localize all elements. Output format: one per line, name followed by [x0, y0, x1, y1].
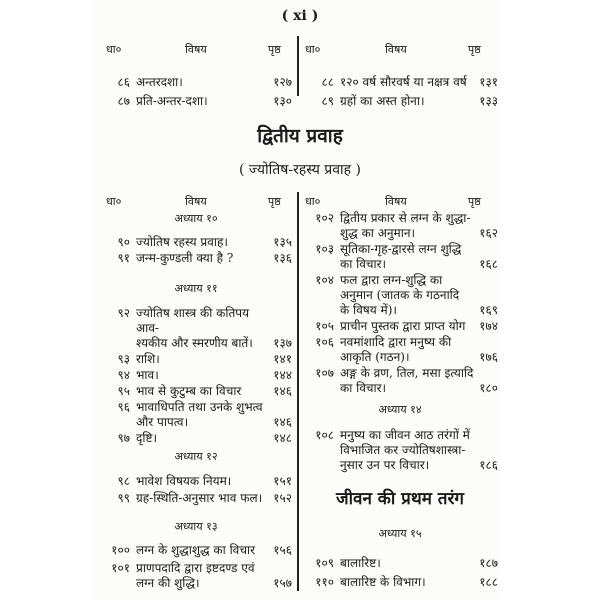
- chapter-heading: अध्याय १०: [174, 212, 218, 225]
- entry-page: १३३: [479, 94, 498, 108]
- toc-entry: [96, 306, 292, 351]
- entry-text-line: लग्न की शुद्धि।: [136, 576, 200, 590]
- entry-text: [136, 306, 268, 351]
- header-subject: विषय: [385, 195, 407, 208]
- toc-entry: [96, 75, 292, 90]
- entry-page: १४६: [273, 384, 292, 398]
- entry-page: १७४: [479, 319, 498, 333]
- entry-number: ९४: [117, 368, 130, 382]
- entry-page: १३१: [479, 75, 498, 89]
- entry-page: १७६: [479, 350, 498, 364]
- entry-text-line: का विचार।: [340, 257, 387, 271]
- entry-text-line: श्यकीय और स्मरणीय बातें।: [136, 336, 253, 350]
- entry-text: [136, 491, 268, 506]
- toc-entry: [300, 273, 498, 318]
- entry-text: [136, 543, 268, 558]
- entry-text: [136, 235, 268, 250]
- entry-number: ९१: [117, 251, 130, 265]
- toc-entry: [96, 561, 292, 591]
- entry-page: १८६: [479, 458, 498, 472]
- entry-number: ९८: [117, 474, 130, 488]
- entry-text-line: विभाजित कर ज्योतिषशास्त्रा-: [340, 443, 466, 457]
- entry-number: ९९: [117, 491, 130, 505]
- entry-page: १६८: [479, 257, 498, 271]
- entry-text: [136, 352, 268, 367]
- toc-entry: [300, 211, 498, 241]
- entry-page: १३७: [273, 336, 292, 350]
- toc-entry: [96, 431, 292, 446]
- entry-text-line: शुद्ध का अनुमान।: [340, 226, 416, 240]
- entry-text: [340, 75, 474, 90]
- entry-page: १२७: [273, 75, 292, 89]
- entry-number: ९७: [117, 431, 130, 445]
- entry-number: १०६: [315, 335, 334, 349]
- header-page: पृष्ठ: [468, 43, 481, 56]
- entry-page: १५७: [273, 576, 292, 590]
- entry-text: [136, 251, 268, 266]
- entry-text-line: बालारिष्ट के विभाग।: [340, 575, 426, 589]
- entry-text: [340, 366, 474, 396]
- entry-text-line: दृष्टि।: [136, 431, 158, 445]
- header-page: पृष्ठ: [468, 195, 481, 208]
- entry-text-line: प्राचीन पुस्तक द्वारा प्राप्त योग: [340, 319, 466, 333]
- entry-page: १६२: [479, 226, 498, 240]
- header-page: पृष्ठ: [268, 43, 281, 56]
- entry-number: ८६: [117, 75, 130, 89]
- toc-entry: [96, 235, 292, 250]
- section-title: द्वितीय प्रवाह: [257, 125, 343, 147]
- entry-page: १३०: [273, 94, 292, 108]
- entry-text-line: मनुष्य का जीवन आठ तरंगों में: [340, 428, 470, 442]
- entry-text-line: भाव से कुटुम्ब का विचार: [136, 384, 242, 398]
- toc-entry: [300, 94, 498, 109]
- entry-number: १०८: [315, 428, 334, 442]
- toc-entry: [96, 384, 292, 399]
- toc-entry: [96, 474, 292, 489]
- entry-number: ९६: [117, 400, 130, 414]
- entry-number: ११०: [315, 575, 334, 589]
- entry-page: १५२: [273, 491, 292, 505]
- toc-entry: [300, 556, 498, 571]
- column-divider: [297, 36, 299, 96]
- entry-text: [136, 368, 268, 383]
- chapter-heading: अध्याय १५: [378, 527, 422, 540]
- entry-text-line: लग्न के शुद्धाशुद्ध का विचार: [136, 543, 255, 557]
- entry-page: १६९: [479, 303, 498, 317]
- entry-page: १८८: [479, 575, 498, 589]
- entry-number: ९५: [117, 384, 130, 398]
- header-subject: विषय: [185, 43, 207, 56]
- entry-text-line: सूतिका-गृह-द्वारसे लग्न शुद्धि: [340, 242, 462, 256]
- entry-text-line: के विषय में)।: [340, 303, 397, 317]
- entry-page: १८०: [479, 381, 498, 395]
- header-subject: विषय: [385, 43, 407, 56]
- entry-text-line: ज्योतिष रहस्य प्रवाह।: [136, 235, 228, 249]
- entry-number: १०१: [111, 561, 130, 575]
- toc-entry: [300, 335, 498, 365]
- toc-entry: [96, 400, 292, 430]
- entry-text: [340, 335, 474, 365]
- entry-number: ८९: [321, 94, 334, 108]
- header-num: धा०: [106, 195, 122, 208]
- chapter-heading: अध्याय ११: [174, 282, 218, 295]
- entry-text-line: अन्तरदशा।: [136, 75, 183, 89]
- entry-text-line: प्रति-अन्तर-दशा।: [136, 94, 208, 108]
- entry-page: १४१: [273, 352, 292, 366]
- entry-text: [136, 384, 268, 399]
- entry-text-line: ग्रहों का अस्त होना।: [340, 94, 425, 108]
- header-page: पृष्ठ: [268, 195, 281, 208]
- entry-page: १४६: [273, 415, 292, 429]
- toc-entry: [300, 575, 498, 590]
- entry-text-line: अङ्ग के व्रण, तिल, मसा इत्यादि: [340, 366, 474, 380]
- entry-number: ९२: [117, 306, 130, 320]
- entry-text-line: प्राणपदादि द्वारा इष्टदण्ड एवं: [136, 561, 255, 575]
- entry-text: [340, 575, 474, 590]
- entry-text-line: बालारिष्ट।: [340, 556, 381, 570]
- entry-text: [340, 319, 474, 334]
- entry-number: ९०: [117, 235, 130, 249]
- entry-text: [340, 211, 474, 241]
- entry-number: १०३: [315, 242, 334, 256]
- toc-entry: [96, 251, 292, 266]
- entry-text: [340, 94, 474, 109]
- toc-entry: [300, 428, 498, 473]
- entry-number: ९३: [117, 352, 130, 366]
- section-subtitle: ( ज्योतिष-रहस्य प्रवाह ): [239, 162, 361, 178]
- header-num: धा०: [305, 43, 321, 56]
- toc-entry: [96, 368, 292, 383]
- entry-number: १०७: [315, 366, 334, 380]
- entry-text-line: जन्म-कुण्डली क्या है ?: [136, 251, 234, 265]
- entry-text: [136, 474, 268, 489]
- entry-number: ८७: [117, 94, 130, 108]
- entry-number: १०९: [315, 556, 334, 570]
- entry-text-line: भाव।: [136, 368, 159, 382]
- life-title: जीवन की प्रथम तरंग: [335, 489, 465, 509]
- entry-text-line: भावाधिपति तथा उनके शुभत्व: [136, 400, 263, 414]
- chapter-heading: अध्याय १४: [378, 403, 422, 416]
- toc-entry: [96, 491, 292, 506]
- entry-page: १४४: [273, 368, 292, 382]
- header-num: धा०: [305, 195, 321, 208]
- entry-page: १८७: [479, 556, 498, 570]
- entry-text-line: ज्योतिष शास्त्र की कतिपय आव-: [136, 306, 250, 335]
- entry-text: [136, 94, 268, 109]
- entry-text-line: राशि।: [136, 352, 160, 366]
- page-number: ( xi ): [281, 8, 319, 24]
- entry-text-line: नवमांशादि द्वारा मनुष्य की: [340, 335, 452, 349]
- entry-number: १००: [111, 543, 130, 557]
- entry-page: १५६: [273, 543, 292, 557]
- entry-text: [340, 242, 474, 272]
- entry-text: [340, 428, 474, 473]
- entry-text: [136, 75, 268, 90]
- column-divider: [297, 192, 299, 591]
- chapter-heading: अध्याय १२: [174, 450, 218, 463]
- toc-entry: [300, 75, 498, 90]
- entry-text-line: का विचार।: [340, 381, 387, 395]
- entry-page: १३५: [273, 235, 292, 249]
- entry-page: १३६: [273, 251, 292, 265]
- toc-entry: [96, 543, 292, 558]
- toc-entry: [300, 366, 498, 396]
- entry-page: १५१: [273, 474, 292, 488]
- toc-entry: [300, 319, 498, 334]
- entry-text-line: १२० वर्ष सौरवर्ष या नक्षत्र वर्ष: [340, 75, 467, 89]
- entry-page: १४८: [273, 431, 292, 445]
- entry-text: [136, 431, 268, 446]
- header-subject: विषय: [185, 195, 207, 208]
- entry-text-line: और पापत्व।: [136, 415, 189, 429]
- entry-number: १०५: [315, 319, 334, 333]
- entry-text: [340, 556, 474, 571]
- entry-text-line: नुसार उन पर विचार।: [340, 458, 430, 472]
- entry-text: [136, 400, 268, 430]
- toc-entry: [96, 94, 292, 109]
- entry-text-line: भावेश विषयक नियम।: [136, 474, 232, 488]
- chapter-heading: अध्याय १३: [174, 520, 218, 533]
- entry-text-line: ग्रह-स्थिति-अनुसार भाव फल।: [136, 491, 263, 505]
- toc-entry: [300, 242, 498, 272]
- toc-entry: [96, 352, 292, 367]
- entry-text-line: द्वितीय प्रकार से लग्न के शुद्धा-: [340, 211, 471, 225]
- entry-number: ८८: [321, 75, 334, 89]
- entry-number: १०४: [315, 273, 334, 287]
- header-num: धा०: [106, 43, 122, 56]
- entry-text: [340, 273, 474, 318]
- entry-text-line: फल द्वारा लग्न-शुद्धि का: [340, 273, 443, 287]
- entry-text-line: अनुमान (जातक के गठनादि: [340, 288, 460, 302]
- entry-text: [136, 561, 268, 591]
- entry-text-line: आकृति (गठन)।: [340, 350, 410, 364]
- entry-number: १०२: [315, 211, 334, 225]
